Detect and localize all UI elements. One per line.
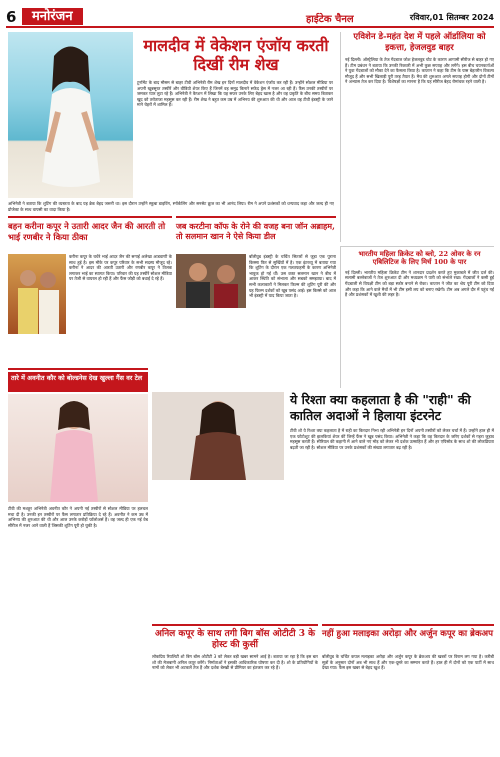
breakup-story <box>322 624 494 751</box>
abraham-photo <box>176 254 246 308</box>
ahuja-headline: तारे में अवनीत कौर को बोल्डनेस देख खुल्ला गैंस वर टेल <box>11 374 143 382</box>
rahi-body-lower <box>152 484 284 618</box>
kapoor-photo <box>8 254 66 334</box>
issue-date: रविवार,01 सितम्बर 2024 <box>409 13 494 22</box>
ahuja-body-bottom <box>8 624 148 751</box>
actress-pink-outfit-image <box>8 394 148 502</box>
ahuja-headline-box <box>8 372 148 392</box>
lead-photo <box>8 32 133 198</box>
bigboss-story <box>152 624 318 751</box>
abraham-body: बॉलीवुड इंडस्ट्री के चर्चित सितारों से जुड़ा एक पुराना किस्सा फिर से सुर्खियों में है। एक इंटरव्यू में बताया गया कि शूटिंग के दौरान एक गलतफहमी के कारण अभिनेत्री भावुक हो गई थीं। उस वक्त सलमान खान ने बीच में आकर स्थिति को संभाला और सबको समझाया। बाद में सभी कलाकारों ने मिलकर फिल्म की शूटिंग पूरी की और यह फिल्म दर्शकों को खूब पसंद आई। इस किस्से को आज भी इंडस्ट्री में याद किया जाता है। <box>249 254 336 299</box>
sidebar-top <box>340 32 494 242</box>
bigboss-headline: अनिल कपूर के साथ तगी बिग बॉस ओटीटी 3 के होस्ट की कुर्सी <box>154 629 316 650</box>
lead-headline-text: मालदीव में वेकेशन एंजॉय करती दिखीं रीम शेख <box>143 36 329 74</box>
lead-headline <box>136 36 336 74</box>
ahuja-body: टीवी की मशहूर अभिनेत्री अवनीत कौर ने अपनी नई तस्वीरों से सोशल मीडिया पर हलचल मचा दी है। उनकी इन तस्वीरों पर फैंस लगातार प्रतिक्रिया दे रहे हैं। अवनीत ने कम उम्र में अभिनय की शुरुआत की थी और आज उनके करोड़ों फॉलोअर्स हैं। वह जल्द ही एक नई वेब सीरीज में नजर आने वाली हैं जिसकी शूटिंग पूरी हो चुकी है। <box>8 506 148 528</box>
kapoor-headline: बहन करीना कपूर ने उतारी आदर जैन की आरती तो भाई रणबीर ने किया ठीका <box>8 221 166 242</box>
actors-photo <box>176 254 246 308</box>
ahuja-story <box>8 368 148 618</box>
rahi-headline: ये रिश्ता क्या कहलाता है की "राही" की कातिल अदाओं ने हिलाया इंटरनेट <box>290 392 471 423</box>
section-label: मनोरंजन <box>22 8 83 25</box>
sidebar-mid-headline: भारतीय महिला क्रिकेट को ब्लो, 22 ओवर के रन एबिलिटिज के लिए मिर्च 100 के पार <box>358 250 481 267</box>
sidebar-top-headline: एविशेन डे-महंत देश में पहले ऑर्डालिया को इकत्ता, हेजलवुड बाहर <box>353 32 486 53</box>
sidebar-top-body: नई दिल्ली। ऑस्ट्रेलिया के तेज गेंदबाज जोश हेजलवुड चोट के कारण आगामी सीरीज से बाहर हो गए हैं। टीम प्रबंधन ने बताया कि उनकी रिकवरी में अभी कुछ सप्ताह और लगेंगे। इस बीच चयनकर्ताओं ने युवा गेंदबाजों को मौका देने का फैसला किया है। कप्तान ने कहा कि टीम के पास बेहतरीन विकल्प मौजूद हैं और सभी खिलाड़ी पूरी तरह तैयार हैं। मैच की शुरुआत अगले सप्ताह होगी और दोनों टीमों ने अभ्यास तेज कर दिया है। विशेषज्ञों का मानना है कि यह सीरीज बेहद रोमांचक रहने वाली है। <box>345 57 494 85</box>
kapoor-body: करीना कपूर के चचेरे भाई आदर जैन की सगाई अलेखा आडवाणी के साथ हुई है। इस मौके पर कपूर परिवार के सभी सदस्य मौजूद रहे। करीना ने आदर की आरती उतारी और रणबीर कपूर ने तिलक लगाकर भाई का स्वागत किया। परिवार की यह तस्वीरें सोशल मीडिया पर तेजी से वायरल हो रही हैं और फैंस जोड़ी को बधाई दे रहे हैं। <box>69 254 172 282</box>
page-number: 6 <box>6 8 17 26</box>
paper-name: हाईटेक चैनल <box>306 14 354 25</box>
lead-body-continued: अभिनेत्री ने बताया कि शूटिंग की व्यस्तता के बाद यह ब्रेक बेहद जरूरी था। इस दौरान उन्होंने स्कूबा डाइविंग, स्नॉर्कलिंग और सनसेट क्रूज का भी आनंद लिया। रीम ने अपने प्रशंसकों को धन्यवाद कहा और जल्द ही नए प्रोजेक्ट के साथ वापसी का वादा किया है। <box>8 201 334 212</box>
ahuja-photo <box>8 394 148 502</box>
sidebar-mid-body: नई दिल्ली। भारतीय महिला क्रिकेट टीम ने शानदार प्रदर्शन करते हुए मुकाबले में जीत दर्ज की। सलामी बल्लेबाजों ने तेज शुरुआत दी और मध्यक्रम ने पारी को संभाले रखा। गेंदबाजों ने कसी हुई गेंदबाजी से विपक्षी टीम को बड़ा स्कोर बनाने से रोका। कप्तान ने जीत का श्रेय पूरी टीम को दिया और कहा कि आने वाले मैचों में भी टीम इसी लय को बनाए रखेगी। टीम अब अगले दौर में पहुंच गई है और प्रशंसकों में खुशी की लहर है। <box>345 269 494 298</box>
woman-in-white-dress-image <box>8 32 133 198</box>
abraham-headline: जब करटीना कॉफ के रोने की वजह बना जॉन अब्राहम, तो सलमान खान ने ऐसे किया डील <box>176 221 335 241</box>
family-ceremony-image <box>8 254 66 334</box>
breakup-headline: नहीं हुआ मलाइका अरोड़ा और अर्जुन कपूर का ब्रेकअप <box>322 629 494 639</box>
rahi-body: टीवी शो ये रिश्ता क्या कहलाता है में राही का किरदार निभा रही अभिनेत्री इन दिनों अपनी तस्वीरों को लेकर चर्चा में हैं। उन्होंने हाल ही में एक फोटोशूट की झलकियां शेयर कीं जिन्हें फैंस ने खूब पसंद किया। अभिनेत्री ने कहा कि वह किरदार के जरिए दर्शकों से गहरा जुड़ाव महसूस करती हैं। सीरियल की कहानी में आने वाले नए मोड़ को लेकर भी दर्शक उत्साहित हैं और हर एपिसोड के साथ शो की लोकप्रियता बढ़ती जा रही है। सोशल मीडिया पर उनके प्रशंसकों की संख्या लगातार बढ़ रही है। <box>290 428 494 450</box>
bigboss-body: लोकप्रिय रियलिटी शो बिग बॉस ओटीटी 3 को लेकर बड़ी खबर सामने आई है। बताया जा रहा है कि इस बार शो की मेजबानी अनिल कपूर करेंगे। निर्माताओं ने इसकी आधिकारिक घोषणा कर दी है। शो के प्रतियोगियों के नामों को लेकर भी अटकलें तेज हैं और दर्शक बेसब्री से प्रीमियर का इंतजार कर रहे हैं। <box>152 654 318 671</box>
rahi-photo <box>152 392 284 480</box>
lead-body: टूर्नामेंट के बाद मौसम से बाहर टीवी अभिनेत्री रीम शेख इन दिनों मालदीव में वेकेशन एंजॉय कर रही हैं। उन्होंने सोशल मीडिया पर अपनी खूबसूरत तस्वीरें और वीडियो शेयर किए हैं जिनमें वह समुद्र किनारे सफेद ड्रेस में नजर आ रही हैं। फैंस उनकी तस्वीरों पर जमकर प्यार लुटा रहे हैं। अभिनेत्री ने कैप्शन में लिखा कि यह सफर उनके लिए बेहद खास है और वह प्रकृति के बीच समय बिताकर खुद को तरोताजा महसूस कर रही हैं। रीम शेख ने बहुत कम उम्र में अभिनय की शुरुआत की थी और आज वह टीवी इंडस्ट्री के जाने माने चेहरों में शामिल हैं। <box>137 80 333 108</box>
kapoor-story <box>8 216 172 364</box>
abraham-story <box>176 216 336 364</box>
masthead <box>6 6 494 28</box>
rahi-story <box>152 392 494 618</box>
actress-rahi-image <box>152 392 284 480</box>
sidebar-mid <box>340 246 494 388</box>
breakup-body: बॉलीवुड के चर्चित कपल मलाइका अरोड़ा और अर्जुन कपूर के ब्रेकअप की खबरों पर विराम लग गया है। करीबी सूत्रों के अनुसार दोनों अब भी साथ हैं और एक-दूसरे का सम्मान करते हैं। हाल ही में दोनों को एक पार्टी में साथ देखा गया। फैंस इस खबर से बेहद खुश हैं। <box>322 654 494 671</box>
